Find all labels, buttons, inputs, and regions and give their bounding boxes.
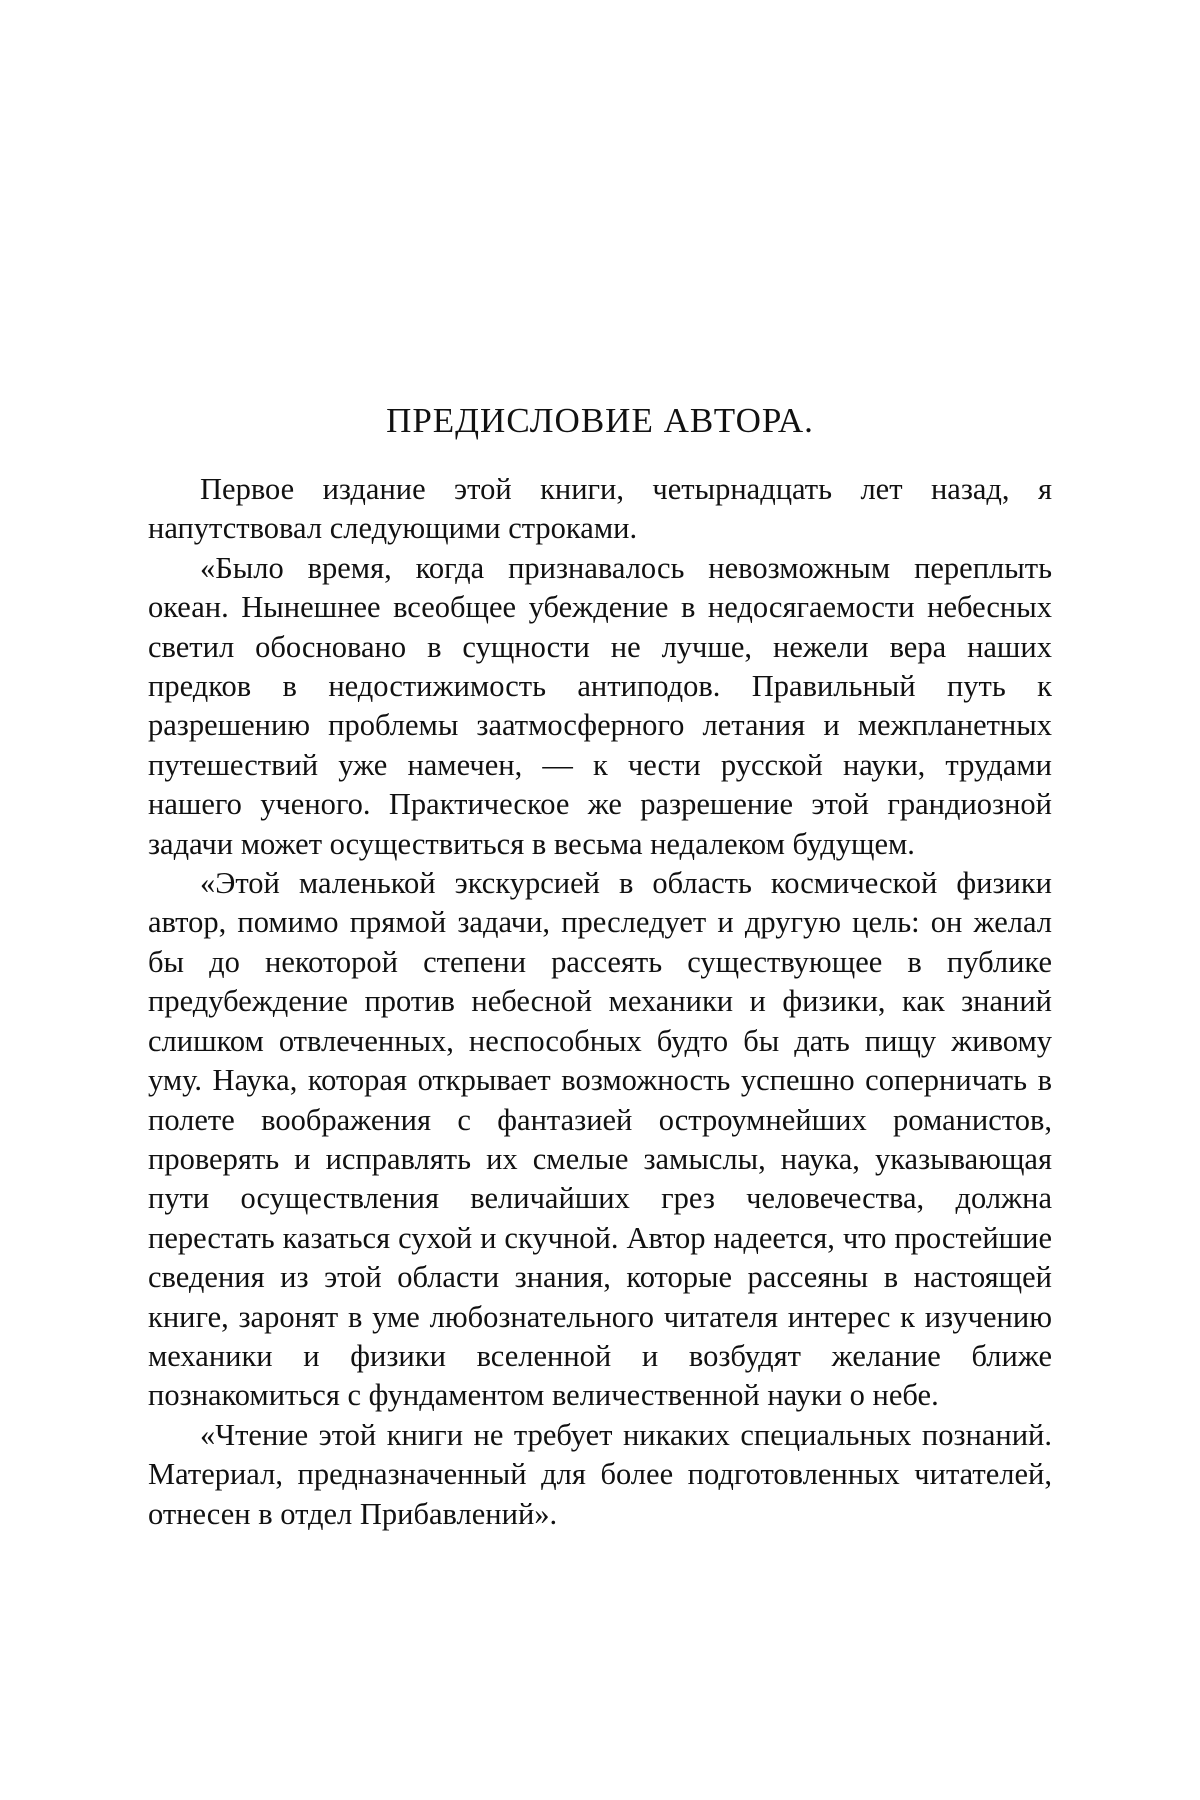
paragraph: «Этой маленькой экскурсией в область космической физики автор, помимо прямой задачи, преследует и другую цель: он желал бы до некоторой степени рассеять существующее в публике предубеждение против небесной механики и физики, как знаний слишком отвлеченных, неспособных будто бы дать пищу живому уму. Наука, которая открывает возможность успешно соперничать в полете воображения с фантазией остроумнейших романистов, проверять и исправлять их смелые замыслы, наука, указывающая пути осуществления величайших грез человечества, должна перестать казаться сухой и скучной. Автор надеется, что простейшие сведения из этой области знания, которые рассеяны в настоящей книге, заронят в уме любознательного читателя интерес к изучению механики и физики вселенной и возбудят желание ближе познакомиться с фундаментом величественной науки о небе. xyxy=(148,866,1052,1413)
paragraph: «Было время, когда признавалось невозможным переплыть океан. Нынешнее всеобщее убеждение в недосягаемости небесных светил обосновано в сущности не лучше, нежели вера наших предков в недостижимость антиподов. Правильный путь к разрешению проблемы заатмосферного летания и межпланетных путешествий уже намечен, — к чести русской науки, трудами нашего ученого. Практическое же разрешение этой грандиозной задачи может осуществиться в весьма недалеком будущем. xyxy=(148,550,1052,861)
paragraph: «Чтение этой книги не требует никаких специальных познаний. Материал, предназначенный для более подготовленных читателей, отнесен в отдел Прибавлений». xyxy=(148,1417,1052,1531)
paragraph: Первое издание этой книги, четырнадцать лет назад, я напутствовал следующими строками. xyxy=(148,472,1052,546)
body-text xyxy=(148,470,1052,1534)
page-title: ПРЕДИСЛОВИЕ АВТОРА. xyxy=(386,401,814,440)
